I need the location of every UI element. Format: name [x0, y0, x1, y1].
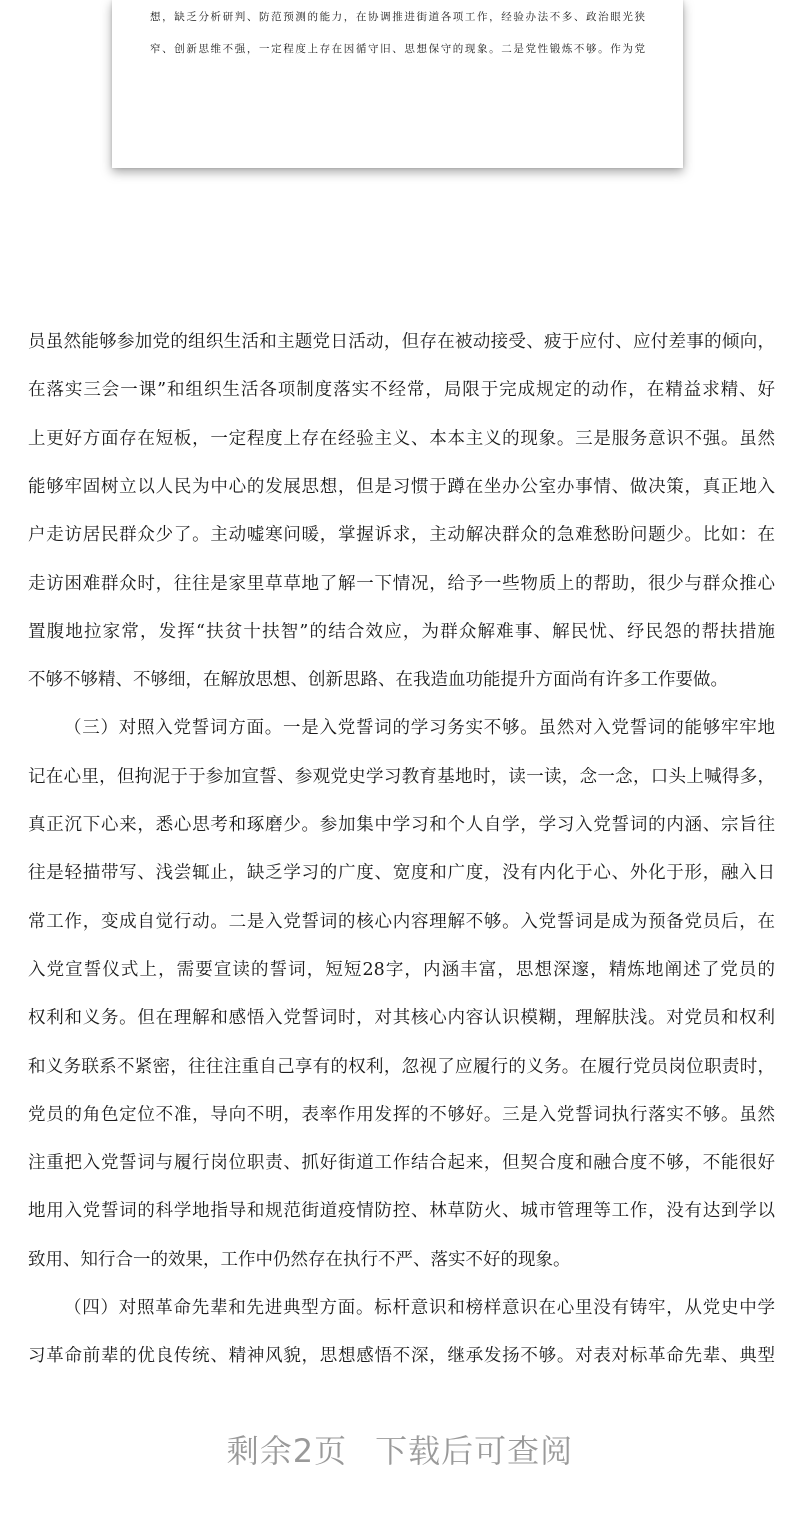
remaining-pages-label: 剩余2页 — [226, 1432, 348, 1470]
body-text-line: 党员的角色定位不准，导向不明，表率作用发挥的不够好。三是入党誓词执行落实不够。虽然 — [28, 1104, 775, 1125]
body-text-line: 习革命前辈的优良传统、精神风貌，思想感悟不深，继承发扬不够。对表对标革命先辈、典型 — [28, 1346, 775, 1367]
body-text-line: 地用入党誓词的科学地指导和规范街道疫情防控、林草防火、城市管理等工作，没有达到学以 — [28, 1201, 775, 1222]
body-text-line: 不够不够精、不够细，在解放思想、创新思路、在我造血功能提升方面尚有许多工作要做。 — [28, 670, 728, 691]
body-text-line: 上更好方面存在短板，一定程度上存在经验主义、本本主义的现象。三是服务意识不强。虽然 — [28, 428, 775, 449]
body-text-line: 户走访居民群众少了。主动嘘寒问暖，掌握诉求，主动解决群众的急难愁盼问题少。比如：在 — [28, 525, 775, 546]
body-text-line: 和义务联系不紧密，往往注重自己享有的权利，忽视了应履行的义务。在履行党员岗位职责时， — [28, 1056, 775, 1077]
download-prompt[interactable] — [0, 1426, 800, 1472]
card-text-line: 想，缺乏分析研判、防范预测的能力，在协调推进街道各项工作，经验办法不多、政治眼光狭 — [150, 11, 645, 23]
body-text-line: 常工作，变成自觉行动。二是入党誓词的核心内容理解不够。入党誓词是成为预备党员后，在 — [28, 911, 775, 932]
download-to-view-label: 下载后可查阅 — [375, 1432, 574, 1470]
body-text-line: （三）对照入党誓词方面。一是入党誓词的学习务实不够。虽然对入党誓词的能够牢牢地 — [64, 718, 775, 739]
body-text-line: 致用、知行合一的效果，工作中仍然存在执行不严、落实不好的现象。 — [28, 1249, 571, 1270]
body-text-line: 员虽然能够参加党的组织生活和主题党日活动，但存在被动接受、疲于应付、应付差事的倾向， — [28, 332, 775, 352]
body-text-line: 入党宣誓仪式上，需要宣读的誓词，短短28字，内涵丰富，思想深邃，精炼地阐述了党员的 — [28, 959, 775, 980]
card-text-line: 窄、创新思维不强，一定程度上存在因循守旧、思想保守的现象。二是党性锻炼不够。作为党 — [150, 43, 645, 55]
preview-page-card — [112, 0, 683, 168]
body-text-line: （四）对照革命先辈和先进典型方面。标杆意识和榜样意识在心里没有铸牢，从党史中学 — [64, 1298, 775, 1318]
body-text-line: 走访困难群众时，往往是家里草草地了解一下情况，给予一些物质上的帮助，很少与群众推心 — [28, 573, 775, 594]
body-text-line: 注重把入党誓词与履行岗位职责、抓好街道工作结合起来，但契合度和融合度不够，不能很好 — [28, 1153, 775, 1174]
body-text-line: 真正沉下心来，悉心思考和琢磨少。参加集中学习和个人自学，学习入党誓词的内涵、宗旨往 — [28, 815, 775, 835]
body-text-line: 往是轻描带写、浅尝辄止，缺乏学习的广度、宽度和广度，没有内化于心、外化于形，融入日 — [28, 863, 775, 884]
body-text-line: 在落实三会一课”和组织生活各项制度落实不经常，局限于完成规定的动作，在精益求精、好 — [28, 380, 775, 401]
body-text-line: 权利和义务。但在理解和感悟入党誓词时，对其核心内容认识模糊，理解肤浅。对党员和权利 — [28, 1008, 775, 1029]
body-text-line: 能够牢固树立以人民为中心的发展思想，但是习惯于蹲在坐办公室办事情、做决策，真正地入 — [28, 476, 775, 497]
body-text-line: 记在心里，但拘泥于于参加宣誓、参观党史学习教育基地时，读一读，念一念，口头上喊得多， — [28, 766, 775, 787]
body-text-line: 置腹地拉家常，发挥“扶贫十扶智”的结合效应，为群众解难事、解民忧、纾民怨的帮扶措施 — [28, 621, 775, 642]
